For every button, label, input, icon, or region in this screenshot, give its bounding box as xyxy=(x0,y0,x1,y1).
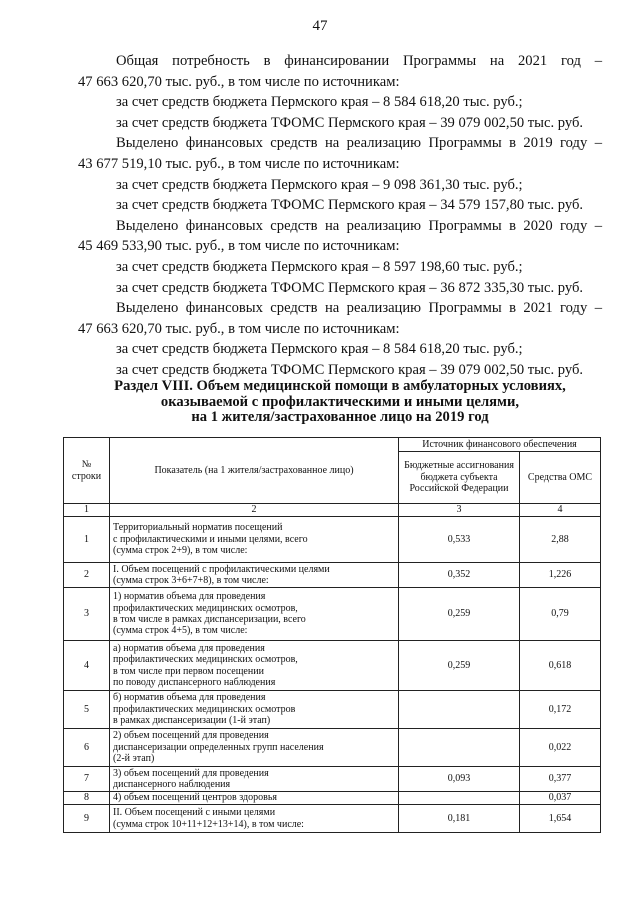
row-number: 6 xyxy=(64,729,110,767)
care-volume-table xyxy=(63,437,601,833)
row-indicator xyxy=(110,792,399,805)
source-line: за счет средств бюджета Пермского края – 8 584 618,20 тыс. руб.; xyxy=(116,94,523,111)
table-row xyxy=(64,767,601,792)
budget-value: 0,533 xyxy=(399,517,520,563)
section-title-line: Раздел VIII. Объем медицинской помощи в амбулаторных условиях, xyxy=(114,378,566,394)
oms-value: 0,172 xyxy=(520,691,601,729)
source-line: за счет средств бюджета Пермского края – 8 597 198,60 тыс. руб.; xyxy=(116,258,523,275)
row-indicator xyxy=(110,805,399,833)
oms-value: 0,618 xyxy=(520,641,601,691)
page-number: 47 xyxy=(312,18,328,34)
oms-value: 0,79 xyxy=(520,588,601,641)
source-line: за счет средств бюджета ТФОМС Пермского края – 39 079 002,50 тыс. руб. xyxy=(116,361,584,378)
row-indicator xyxy=(110,517,399,563)
row-number: 5 xyxy=(64,691,110,729)
table-row xyxy=(64,805,601,833)
budget-value xyxy=(399,792,520,805)
row-number: 7 xyxy=(64,767,110,792)
row-indicator xyxy=(110,767,399,792)
budget-value xyxy=(399,691,520,729)
header-row-number: № строки xyxy=(64,438,110,504)
header-funding-source: Источник финансового обеспечения xyxy=(399,438,601,452)
row-number: 9 xyxy=(64,805,110,833)
indicator-line: с профилактическими и иными целями, всего xyxy=(113,533,308,545)
header-oms: Средства ОМС xyxy=(520,452,601,504)
table-row xyxy=(64,792,601,805)
row-number: 2 xyxy=(64,563,110,588)
table-row xyxy=(64,588,601,641)
indicator-line: профилактических медицинских осмотров, xyxy=(113,654,298,666)
indicator-line: (сумма строк 10+11+12+13+14), в том числе: xyxy=(113,818,304,830)
column-number: 1 xyxy=(64,504,110,517)
indicator-line: а) норматив объема для проведения xyxy=(113,642,265,654)
table-row xyxy=(64,641,601,691)
source-line: за счет средств бюджета Пермского края – 8 584 618,20 тыс. руб.; xyxy=(116,341,523,358)
oms-value: 0,377 xyxy=(520,767,601,792)
indicator-line: 2) объем посещений для проведения xyxy=(113,730,269,742)
paragraph-continuation: 47 663 620,70 тыс. руб., в том числе по источникам: xyxy=(78,73,400,90)
oms-value: 2,88 xyxy=(520,517,601,563)
indicator-line: по поводу диспансерного наблюдения xyxy=(113,676,276,688)
oms-value: 1,226 xyxy=(520,563,601,588)
oms-value: 1,654 xyxy=(520,805,601,833)
indicator-line: 4) объем посещений центров здоровья xyxy=(113,792,277,804)
section-title-line: на 1 жителя/застрахованное лицо на 2019 год xyxy=(191,409,489,425)
indicator-line: Территориальный норматив посещений xyxy=(113,522,283,534)
budget-value: 0,352 xyxy=(399,563,520,588)
column-number: 3 xyxy=(399,504,520,517)
indicator-line: 3) объем посещений для проведения xyxy=(113,767,269,779)
paragraph-continuation: 45 469 533,90 тыс. руб., в том числе по источникам: xyxy=(78,238,400,255)
column-number: 4 xyxy=(520,504,601,517)
indicator-line: (сумма строк 3+6+7+8), в том числе: xyxy=(113,575,269,586)
paragraph-continuation: 47 663 620,70 тыс. руб., в том числе по источникам: xyxy=(78,320,400,337)
indicator-line: диспансерного наблюдения xyxy=(113,779,231,790)
table-row xyxy=(64,563,601,588)
paragraph-first-line: Выделено финансовых средств на реализацию Программы в 2019 году – xyxy=(116,135,602,152)
indicator-line: 1) норматив объема для проведения xyxy=(113,591,266,603)
row-indicator xyxy=(110,729,399,767)
row-indicator xyxy=(110,588,399,641)
indicator-line: I. Объем посещений с профилактическими целями xyxy=(113,563,330,575)
paragraph-first-line: Выделено финансовых средств на реализацию Программы в 2020 году – xyxy=(116,217,602,234)
source-line: за счет средств бюджета ТФОМС Пермского края – 36 872 335,30 тыс. руб. xyxy=(116,279,584,296)
row-indicator xyxy=(110,691,399,729)
indicator-line: профилактических медицинских осмотров xyxy=(113,703,296,715)
budget-value xyxy=(399,729,520,767)
table-row xyxy=(64,691,601,729)
oms-value: 0,022 xyxy=(520,729,601,767)
row-number: 3 xyxy=(64,588,110,641)
table-row xyxy=(64,517,601,563)
paragraph-continuation: 43 677 519,10 тыс. руб., в том числе по источникам: xyxy=(78,155,400,172)
indicator-line: (2-й этап) xyxy=(113,753,155,765)
paragraph-first-line: Общая потребность в финансировании Программы на 2021 год – xyxy=(116,53,602,69)
header-budget: Бюджетные ассигнования бюджета субъекта Российской Федерации xyxy=(399,452,520,504)
column-number: 2 xyxy=(110,504,399,517)
row-number: 1 xyxy=(64,517,110,563)
row-number: 8 xyxy=(64,792,110,805)
section-title-line: оказываемой с профилактическими и иными целями, xyxy=(160,393,520,410)
indicator-line: (сумма строк 4+5), в том числе: xyxy=(113,625,248,637)
row-indicator xyxy=(110,563,399,588)
section-title xyxy=(78,379,602,426)
row-indicator xyxy=(110,641,399,691)
indicator-line: II. Объем посещений с иными целями xyxy=(113,807,276,819)
indicator-line: б) норматив объема для проведения xyxy=(113,692,266,704)
oms-value: 0,037 xyxy=(520,792,601,805)
indicator-line: в том числе при первом посещении xyxy=(113,665,264,677)
indicator-line: профилактических медицинских осмотров, xyxy=(113,602,298,614)
budget-value: 0,259 xyxy=(399,588,520,641)
indicator-line: диспансеризации определенных групп населения xyxy=(113,741,324,753)
indicator-line: в рамках диспансеризации (1-й этап) xyxy=(113,715,271,727)
source-line: за счет средств бюджета ТФОМС Пермского края – 34 579 157,80 тыс. руб. xyxy=(116,197,584,214)
indicator-line: в том числе в рамках диспансеризации, всего xyxy=(113,614,306,625)
indicator-line: (сумма строк 2+9), в том числе: xyxy=(113,545,248,557)
table-row xyxy=(64,729,601,767)
budget-value: 0,093 xyxy=(399,767,520,792)
header-indicator: Показатель (на 1 жителя/застрахованное лицо) xyxy=(110,438,399,504)
budget-value: 0,181 xyxy=(399,805,520,833)
source-line: за счет средств бюджета ТФОМС Пермского края – 39 079 002,50 тыс. руб. xyxy=(116,114,584,131)
financing-text xyxy=(78,51,602,381)
paragraph-first-line: Выделено финансовых средств на реализацию Программы в 2021 году – xyxy=(116,300,602,317)
budget-value: 0,259 xyxy=(399,641,520,691)
source-line: за счет средств бюджета Пермского края – 9 098 361,30 тыс. руб.; xyxy=(116,176,523,193)
row-number: 4 xyxy=(64,641,110,691)
